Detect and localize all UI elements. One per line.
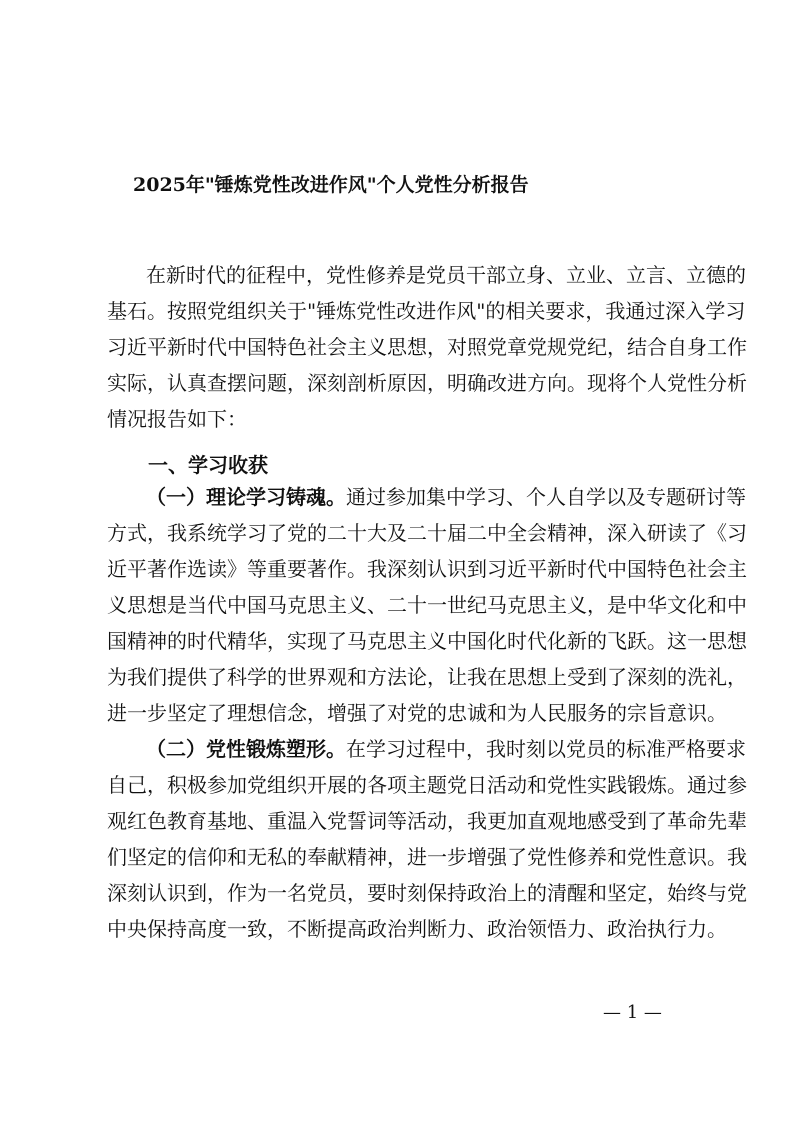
- paragraph-lead: （一）理论学习铸魂。: [146, 485, 346, 509]
- text-line: 在新时代的征程中，党性修养是党员干部立身、立业、立言、立德的: [146, 263, 746, 287]
- text-line: 们坚定的信仰和无私的奉献精神，进一步增强了党性修养和党性意识。我: [107, 845, 747, 869]
- paragraph-lead: （二）党性锻炼塑形。: [146, 737, 346, 761]
- text-span: 在学习过程中，我时刻以党员的标准严格要求: [346, 737, 746, 761]
- text-line: 国精神的时代精华，实现了马克思主义中国化时代化新的飞跃。这一思想: [107, 629, 747, 653]
- text-line: 观红色教育基地、重温入党誓词等活动，我更加直观地感受到了革命先辈: [107, 809, 747, 833]
- text-line: [146, 731, 746, 767]
- document-title: 2025年"锤炼党性改进作风"个人党性分析报告: [133, 174, 529, 196]
- text-line: 方式，我系统学习了党的二十大及二十届二中全会精神，深入研读了《习: [107, 521, 747, 545]
- text-line: 深刻认识到，作为一名党员，要时刻保持政治上的清醒和坚定，始终与党: [107, 881, 747, 905]
- text-line: 情况报告如下：: [107, 407, 247, 431]
- text-line: 进一步坚定了理想信念，增强了对党的忠诚和为人民服务的宗旨意识。: [107, 701, 727, 725]
- section-heading: 一、学习收获: [148, 453, 268, 477]
- text-span: 通过参加集中学习、个人自学以及专题研讨等: [346, 485, 746, 509]
- text-line: 中央保持高度一致，不断提高政治判断力、政治领悟力、政治执行力。: [107, 917, 727, 941]
- text-line: 基石。按照党组织关于"锤炼党性改进作风"的相关要求，我通过深入学习: [107, 299, 746, 323]
- text-line: 自己，积极参加党组织开展的各项主题党日活动和党性实践锻炼。通过参: [107, 773, 747, 797]
- text-line: 为我们提供了科学的世界观和方法论，让我在思想上受到了深刻的洗礼，: [107, 665, 747, 689]
- text-line: 习近平新时代中国特色社会主义思想，对照党章党规党纪，结合自身工作: [107, 335, 747, 359]
- text-line: 义思想是当代中国马克思主义、二十一世纪马克思主义，是中华文化和中: [107, 593, 747, 617]
- text-line: 实际，认真查摆问题，深刻剖析原因，明确改进方向。现将个人党性分析: [107, 371, 747, 395]
- text-line: 近平著作选读》等重要著作。我深刻认识到习近平新时代中国特色社会主: [107, 557, 747, 581]
- page-number: — 1 —: [603, 1002, 662, 1023]
- text-line: [146, 479, 746, 515]
